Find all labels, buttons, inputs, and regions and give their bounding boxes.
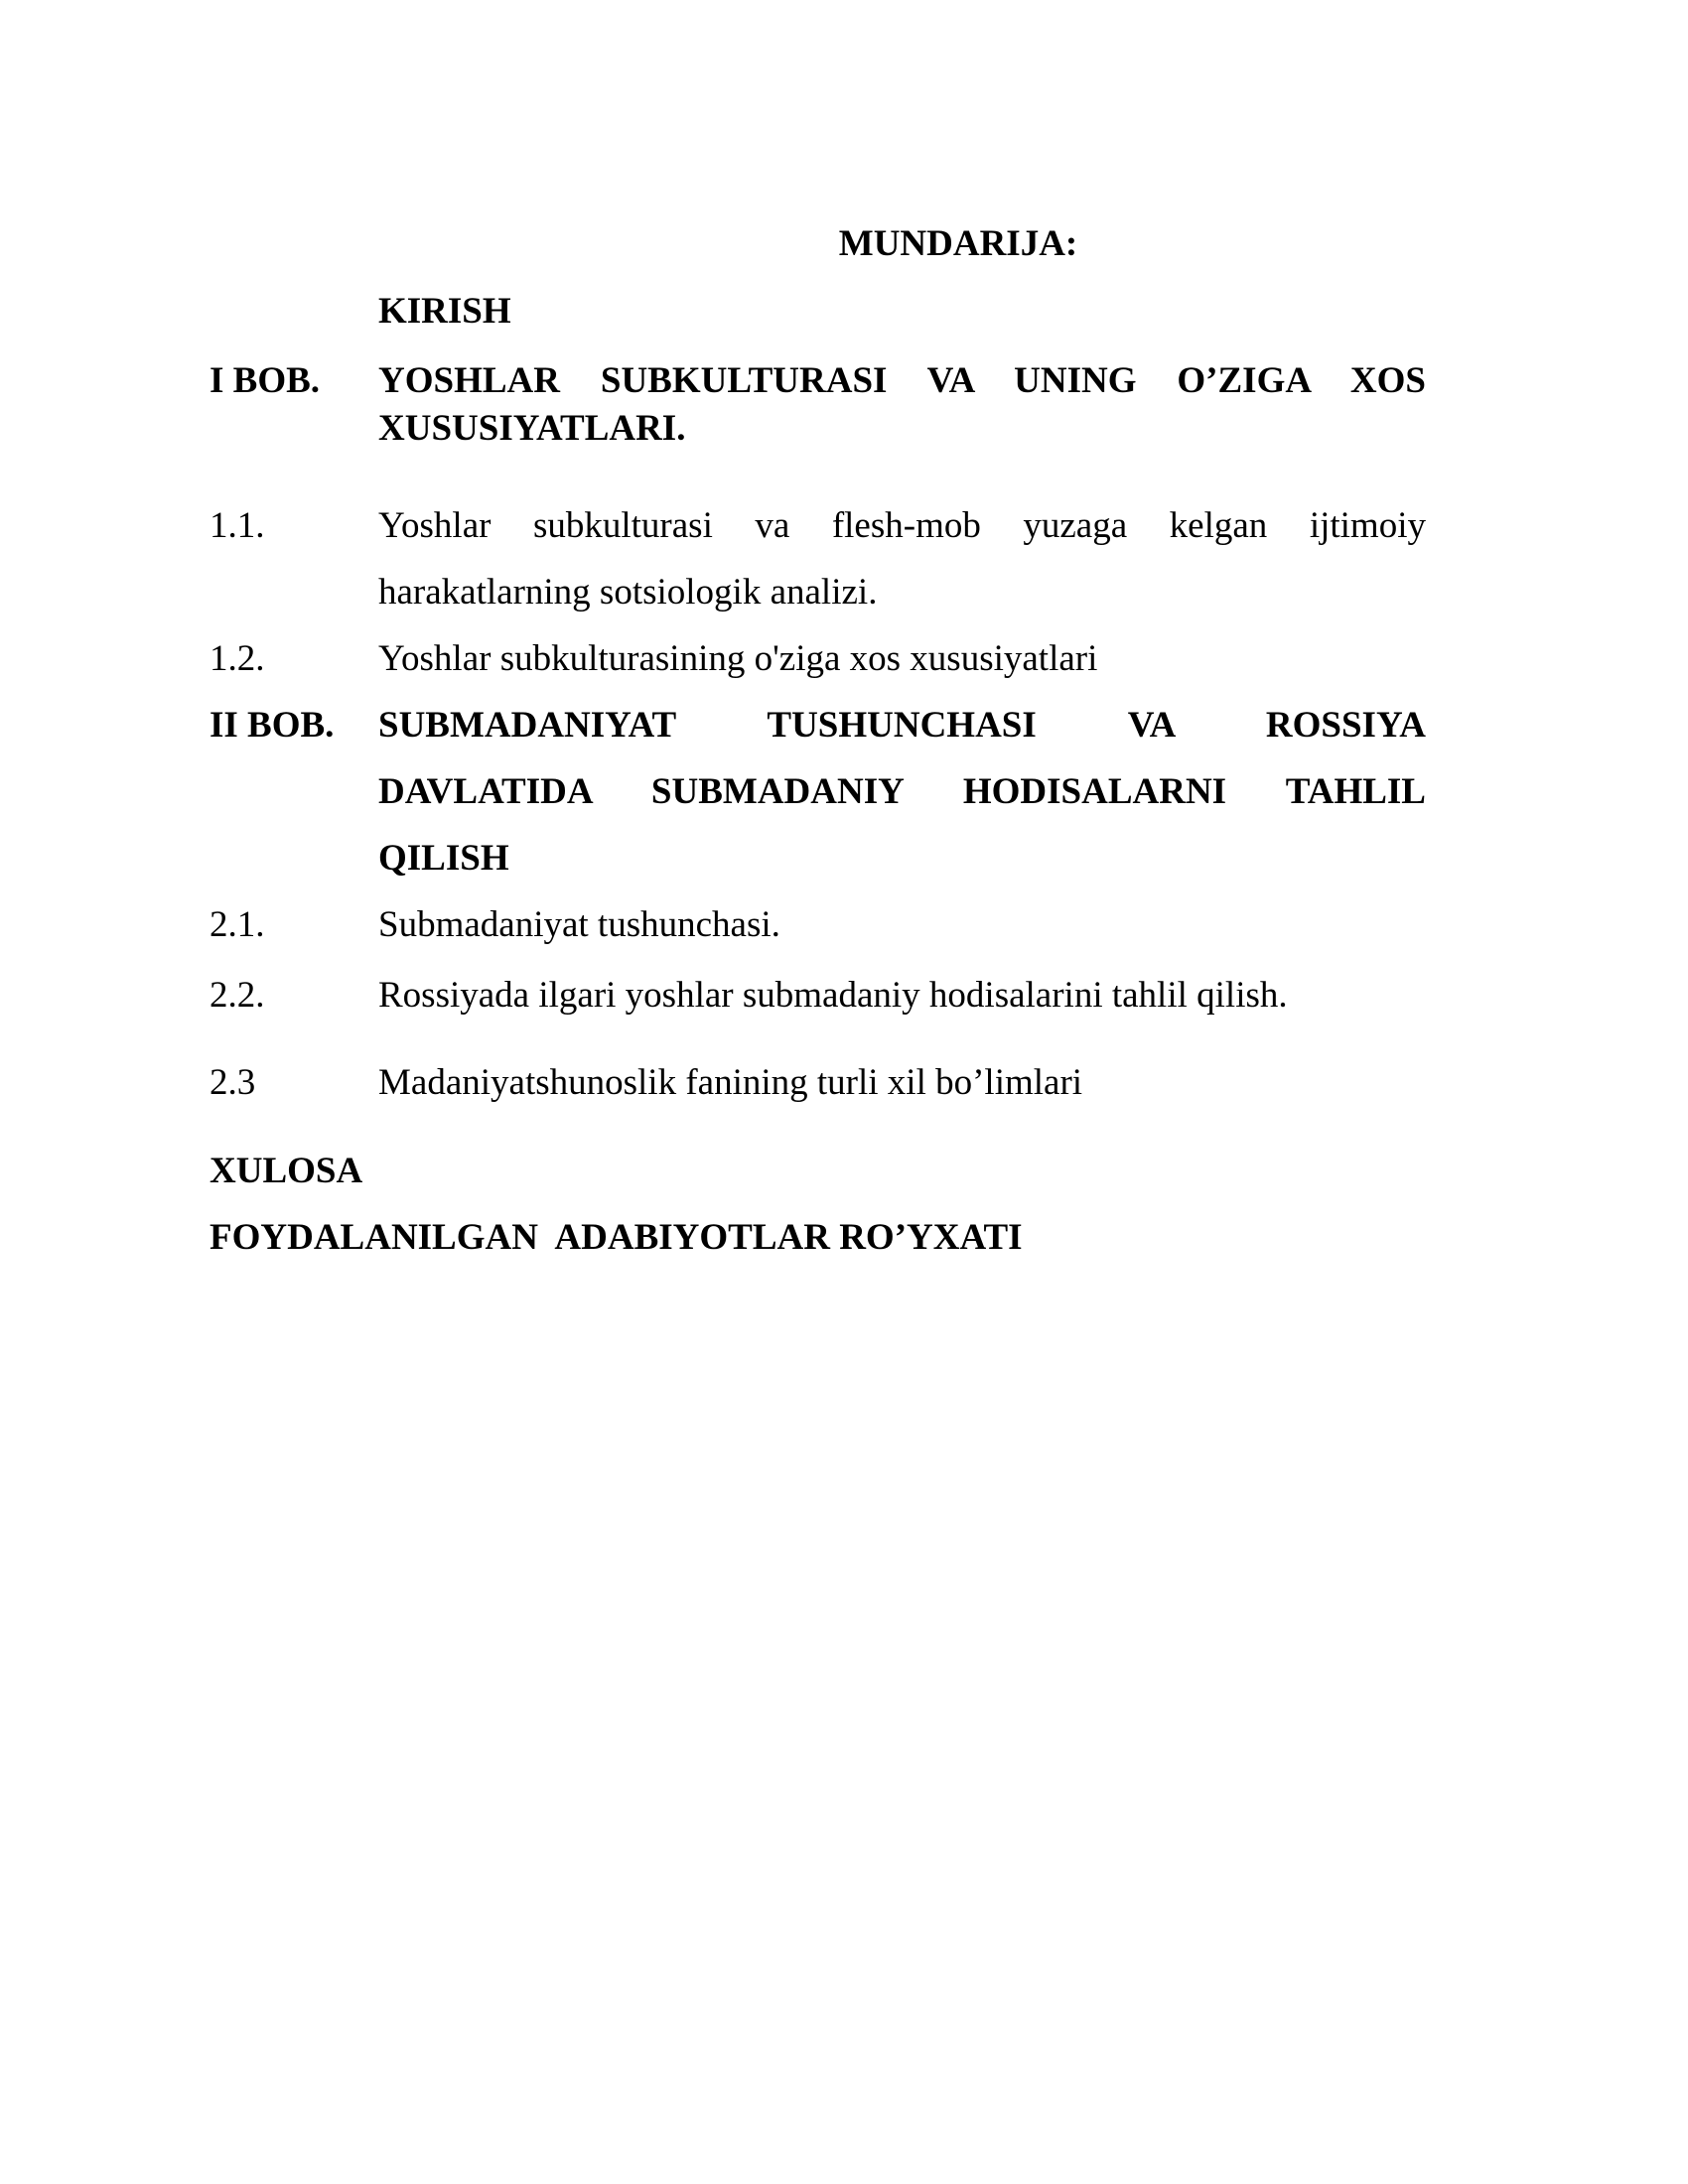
toc-entry-1-1	[210, 492, 1426, 625]
chapter-2-title-line-1: SUBMADANIYAT TUSHUNCHASI VA ROSSIYA	[378, 705, 1426, 746]
section-2-3-title: Madaniyatshunoslik fanining turli xil bo’limlari	[378, 1062, 1083, 1103]
section-2-2-title: Rossiyada ilgari yoshlar submadaniy hodisalarini tahlil qilish.	[378, 975, 1288, 1016]
toc-entry-intro-text: KIRISH	[378, 291, 511, 332]
chapter-2-title	[378, 692, 1426, 891]
toc-entry-2-1	[210, 891, 1426, 958]
conclusion-title: XULOSA	[210, 1151, 363, 1191]
chapter-1-title-line-2: XUSUSIYATLARI.	[378, 408, 686, 449]
chapter-2-title-line-2: DAVLATIDA SUBMADANIY HODISALARNI TAHLIL	[378, 771, 1426, 812]
toc-title: MUNDARIJA:	[838, 223, 1078, 264]
chapter-1-title-line-1: YOSHLAR SUBKULTURASI VA UNING O’ZIGA XOS	[378, 360, 1426, 401]
references-title: FOYDALANILGAN ADABIYOTLAR RO’YXATI	[210, 1217, 1023, 1258]
section-2-3-number: 2.3	[210, 1062, 256, 1103]
toc-entry-references	[210, 1204, 1426, 1271]
toc-entry-chapter-2	[210, 692, 1426, 891]
section-2-2-number: 2.2.	[210, 975, 265, 1016]
toc-entry-intro	[210, 288, 1426, 336]
section-1-2-number: 1.2.	[210, 638, 265, 679]
section-1-1-title	[378, 492, 1426, 625]
section-2-1-number: 2.1.	[210, 904, 265, 945]
chapter-1-label: I BOB.	[210, 360, 321, 401]
toc-entry-chapter-1	[210, 357, 1426, 453]
chapter-1-title	[378, 357, 1426, 453]
chapter-2-title-line-3: QILISH	[378, 838, 509, 879]
section-1-1-line-1: Yoshlar subkulturasi va flesh-mob yuzaga kelgan ijtimoiy	[378, 505, 1426, 546]
section-2-1-title: Submadaniyat tushunchasi.	[378, 904, 780, 945]
toc-entry-1-2	[210, 625, 1426, 692]
toc-entry-2-3	[210, 1049, 1426, 1116]
chapter-2-label: II BOB.	[210, 705, 335, 746]
section-1-1-line-2: harakatlarning sotsiologik analizi.	[378, 572, 878, 613]
section-1-1-number: 1.1.	[210, 505, 265, 546]
toc-entry-2-2	[210, 962, 1426, 1028]
toc-entry-conclusion	[210, 1138, 1426, 1204]
section-1-2-title: Yoshlar subkulturasining o'ziga xos xususiyatlari	[378, 638, 1098, 679]
